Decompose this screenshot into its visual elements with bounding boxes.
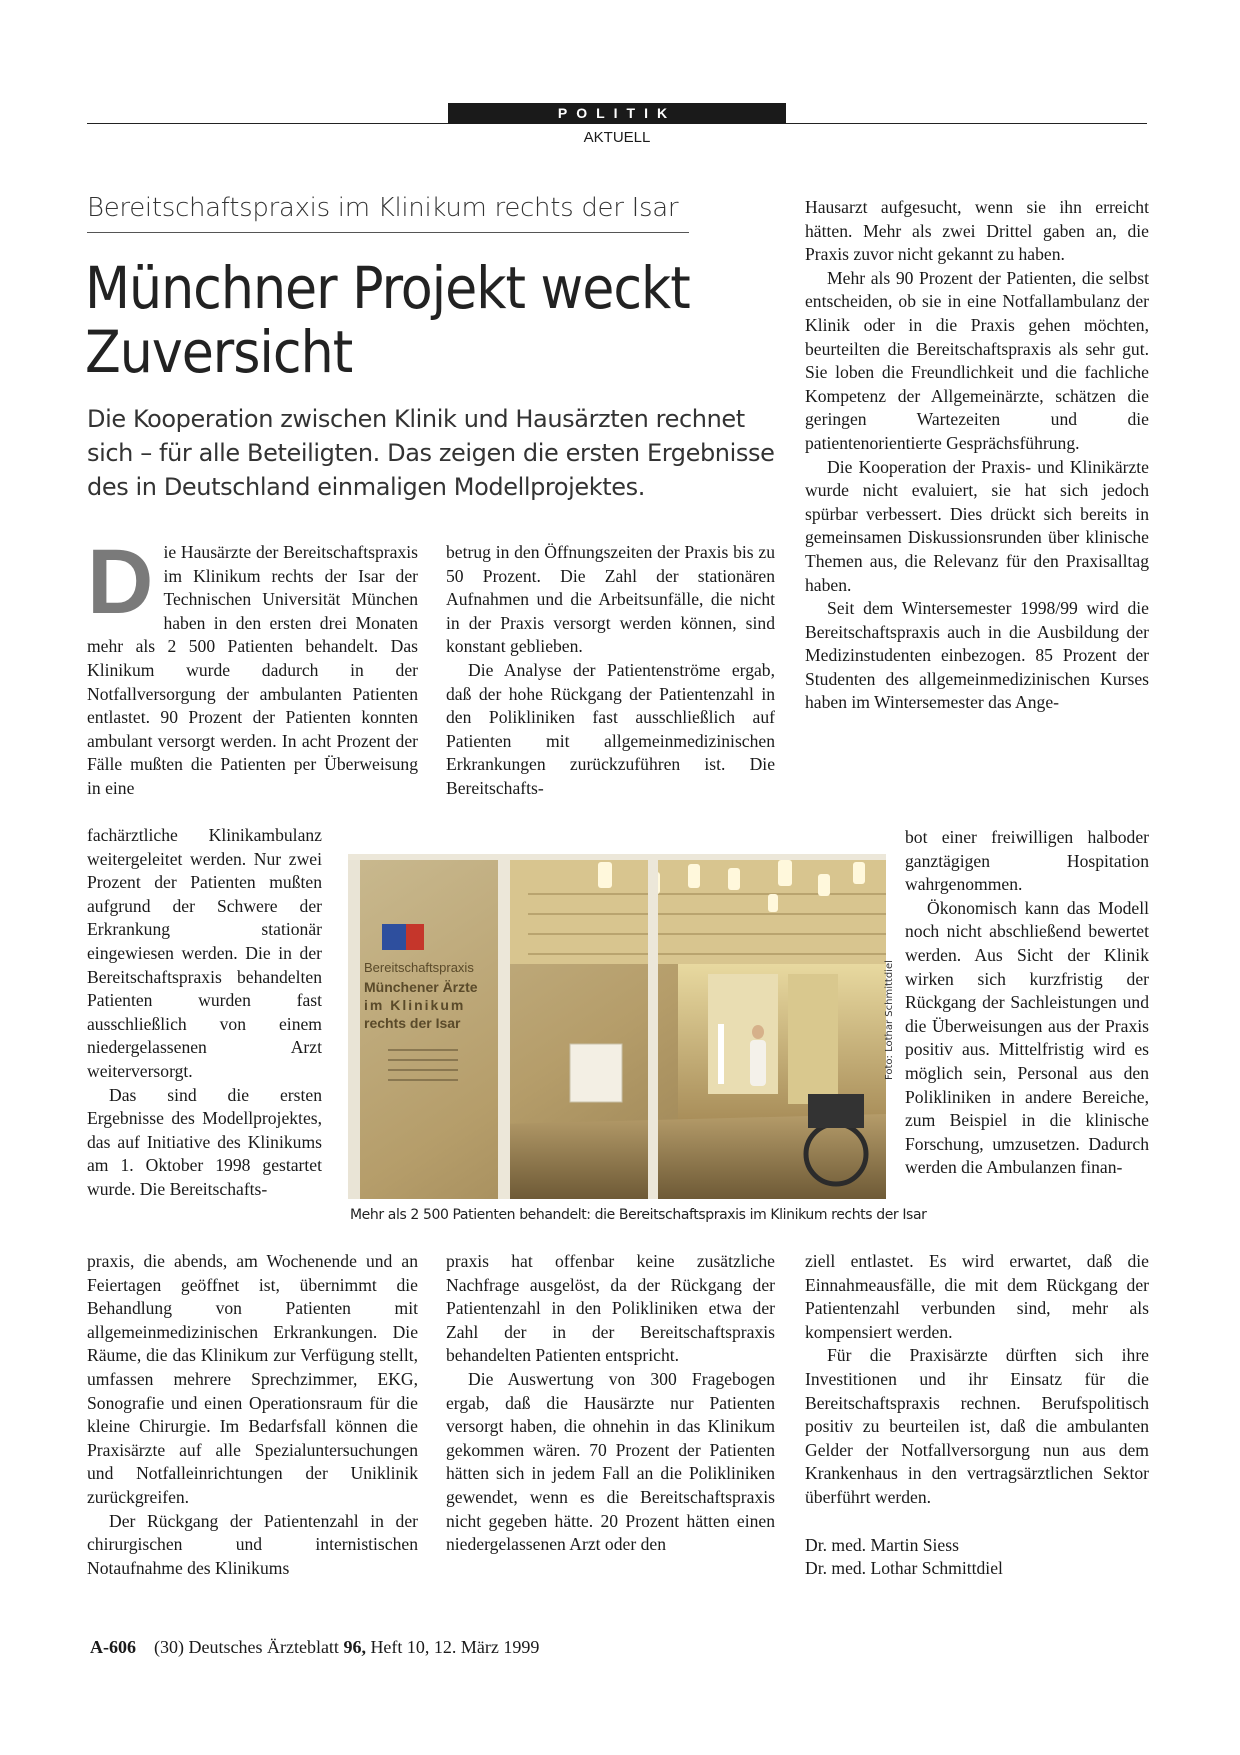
section-label: POLITIK <box>448 103 786 124</box>
paragraph: Die Kooperation der Praxis- und Klinikärzte wurde nicht evaluiert, sie hat sich jedoch spürbar verbessert. Dies drückt sich bereits in gemeinsamen Diskussionsrunden über klinische Themen aus, die Relevanz für den Praxisalltag haben. <box>805 456 1149 595</box>
sign-text: im Klinikum <box>364 997 466 1013</box>
subsection-label: AKTUELL <box>583 129 651 146</box>
paragraph: Die Analyse der Patientenströme ergab, daß der hohe Rückgang der Patientenzahl in den Polikliniken fast ausschließlich auf Patienten mit allgemeinmedizinischen Erkrankungen zurückzuführen ist. Die Bereitschafts- <box>446 659 775 798</box>
column-3-bottom <box>805 1250 1149 1581</box>
article-headline: Münchner Projekt weckt Zuversicht <box>85 254 690 386</box>
paragraph: bot einer freiwilligen halboder ganztägigen Hospitation wahrgenommen. <box>905 827 1149 895</box>
sign-text: rechts der Isar <box>364 1015 461 1031</box>
column-1-top <box>87 531 418 801</box>
column-1-bottom <box>87 1250 418 1580</box>
kicker-rule <box>87 232 689 233</box>
paragraph: betrug in den Öffnungszeiten der Praxis bis zu 50 Prozent. Die Zahl der stationären Aufnahmen und die Arbeitsunfälle, die nicht in der Praxis versorgt werden können, sind konstant geblieben. <box>446 542 775 657</box>
paragraph: ziell entlastet. Es wird erwartet, daß die Einnahmeausfälle, die mit dem Rückgang der Patientenzahl verbunden sind, mehr als kompensiert werden. <box>805 1251 1149 1342</box>
issue-suffix: Heft 10, 12. März 1999 <box>370 1637 540 1657</box>
article-kicker: Bereitschaftspraxis im Klinikum rechts der Isar <box>87 193 679 223</box>
paragraph: Das sind die ersten Ergebnisse des Modellprojektes, das auf Initiative des Klinikums am 1. Oktober 1998 gestartet wurde. Die Bereitschafts- <box>87 1084 322 1199</box>
paragraph: Der Rückgang der Patientenzahl in der chirurgischen und internistischen Notaufnahme des Klinikums <box>87 1510 418 1578</box>
page-number: A-606 <box>90 1637 136 1657</box>
column-2-bottom <box>446 1250 775 1557</box>
paragraph: praxis hat offenbar keine zusätzliche Nachfrage ausgelöst, da der Rückgang der Patientenzahl in den Polikliniken etwa der Zahl der in der Bereitschaftspraxis behandelten Patienten entspricht. <box>446 1251 775 1366</box>
paragraph: fachärztliche Klinikambulanz weitergeleitet werden. Nur zwei Prozent der Patienten mußten aufgrund der Schwere der Erkrankung stationär eingewiesen werden. Die in der Bereitschaftspraxis behandelten Patienten wurden fast ausschließlich von einem niedergelassenen Arzt weiterversorgt. <box>87 825 322 1081</box>
sign-text: Bereitschaftspraxis <box>364 960 474 975</box>
author-2: Dr. med. Lothar Schmittdiel <box>805 1558 1003 1579</box>
column-2-top <box>446 541 775 801</box>
paragraph: Hausarzt aufgesucht, wenn sie ihn erreicht hätten. Mehr als zwei Drittel gaben an, die Praxis zuvor nicht gekannt zu haben. <box>805 197 1149 265</box>
paragraph: Die Auswertung von 300 Fragebogen ergab, daß die Hausärzte nur Patienten versorgt haben, die ohnehin in das Klinikum gekommen wären. 70 Prozent der Patienten hätten sich in jedem Fall an die Polikliniken gewendet, wenn es die Bereitschaftspraxis nicht gegeben hätte. 20 Prozent hätten einen niedergelassenen Arzt oder den <box>446 1368 775 1555</box>
paragraph: Ökonomisch kann das Modell noch nicht abschließend bewertet werden. Aus Sicht der Klinik wirken sich kurzfristig der Rückgang der Sachleistungen und die Überweisungen aus der Praxis positiv aus. Mittelfristig wird es möglich sein, Personal aus den Polikliniken in andere Bereiche, zum Beispiel in die klinische Forschung, umzusetzen. Dadurch werden die Ambulanzen finan- <box>905 897 1149 1178</box>
author-1: Dr. med. Martin Siess <box>805 1534 959 1555</box>
volume: 96, <box>343 1637 366 1657</box>
clinic-entrance-image <box>348 854 886 1199</box>
photo-credit: Foto: Lothar Schmittdiel <box>884 960 895 1080</box>
page-footer <box>90 1637 539 1658</box>
sign-text: Münchener Ärzte <box>364 979 478 995</box>
column-3-wrap <box>905 826 1149 1180</box>
issue-prefix: (30) Deutsches Ärzteblatt <box>154 1637 339 1657</box>
paragraph: Mehr als 90 Prozent der Patienten, die selbst entscheiden, ob sie in eine Notfallambulanz der Klinik oder in die Praxis gehen möchten, beurteilten die Bereitschaftspraxis als sehr gut. Sie loben die Freundlichkeit und die fachliche Kompetenz der Allgemeinärzte, schätzen die geringen Wartezeiten und die patientenorientierte Gesprächsführung. <box>805 267 1149 453</box>
column-1-wrap <box>87 824 322 1202</box>
paragraph: ie Hausärzte der Bereitschaftspraxis im Klinikum rechts der Isar der Technischen Universität München haben in den ersten drei Monaten mehr als 2 500 Patienten behandelt. Das Klinikum wurde dadurch in der Notfallversorgung der ambulanten Patienten entlastet. 90 Prozent der Patienten konnten ambulant versorgt werden. In acht Prozent der Fälle mußten die Patienten per Überweisung in eine <box>87 542 418 798</box>
paragraph: Für die Praxisärzte dürften sich ihre Investitionen und ihr Einsatz für die Bereitschaftspraxis rechnen. Berufspolitisch positiv zu beurteilen ist, daß die ambulanten Gelder der Notfallversorgung nun aus dem Krankenhaus in den vertragsärztlichen Sektor überführt werden. <box>805 1345 1149 1507</box>
column-3-top <box>805 196 1149 715</box>
photo-caption: Mehr als 2 500 Patienten behandelt: die Bereitschaftspraxis im Klinikum rechts der Isar <box>350 1207 927 1223</box>
article-photo <box>348 854 886 1199</box>
paragraph: praxis, die abends, am Wochenende und an Feiertagen geöffnet ist, übernimmt die Behandlung von Patienten mit allgemeinmedizinischen Erkrankungen. Die Räume, die das Klinikum zur Verfügung stellt, umfassen mehrere Sprechzimmer, EKG, Sonografie und einen Operationsraum für die kleine Chirurgie. Im Bedarfsfall können die Praxisärzte auf alle Spezialuntersuchungen und Notfalleinrichtungen der Uniklinik zurückgreifen. <box>87 1251 418 1507</box>
article-lead: Die Kooperation zwischen Klinik und Hausärzten rechnet sich – für alle Beteiligten. Das zeigen die ersten Ergebnisse des in Deutschland einmaligen Modellprojektes. <box>87 405 775 501</box>
drop-cap: D <box>87 531 154 633</box>
paragraph: Seit dem Wintersemester 1998/99 wird die Bereitschaftspraxis auch in die Ausbildung der Medizinstudenten einbezogen. 85 Prozent der Studenten des allgemeinmedizinischen Kurses haben im Wintersemester das Ange- <box>805 598 1149 713</box>
